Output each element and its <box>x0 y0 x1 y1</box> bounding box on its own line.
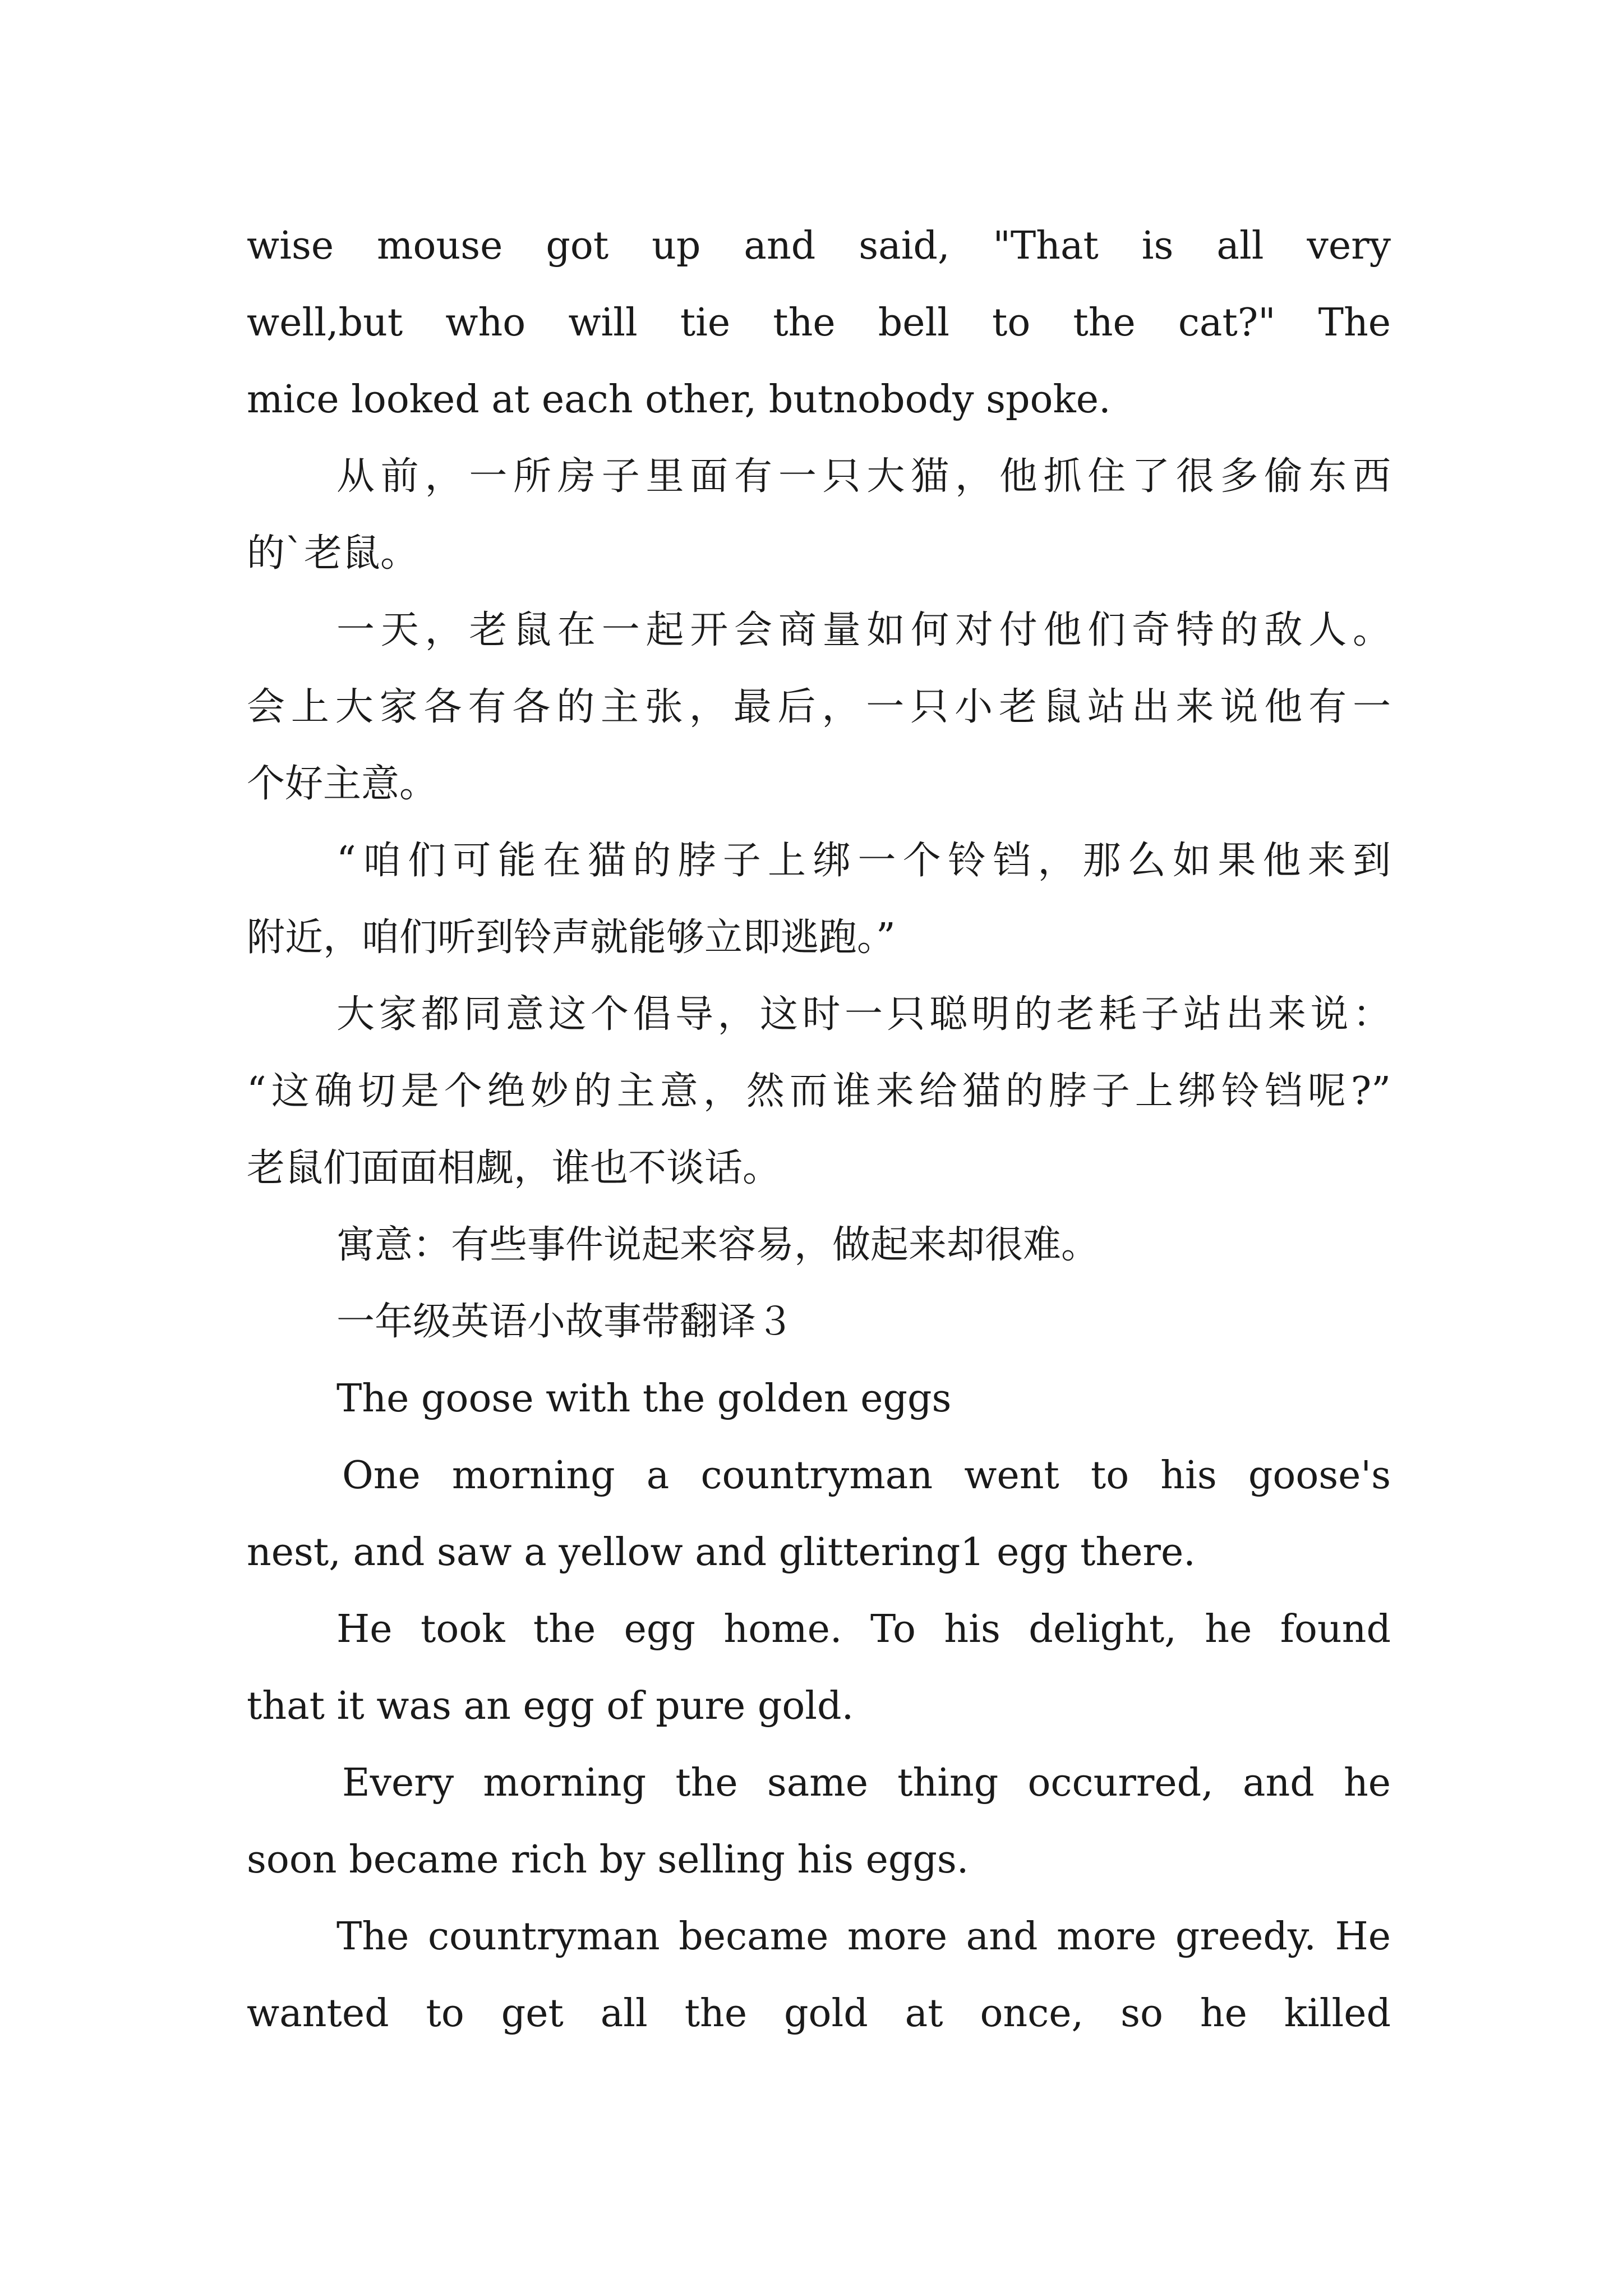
text-line: 大家都同意这个倡导，这时一只聪明的老耗子站出来说： <box>336 992 1391 1037</box>
text-line: One morning a countryman went to his goose's <box>342 1453 1391 1498</box>
text-line: nest, and saw a yellow and glittering1 egg there. <box>247 1530 1196 1575</box>
text-line: 会上大家各有各的主张，最后，一只小老鼠站出来说他有一 <box>247 685 1391 729</box>
text-line: He took the egg home. To his delight, he found <box>336 1607 1391 1651</box>
text-line: 寓意：有些事件说起来容易，做起来却很难。 <box>336 1223 1100 1267</box>
text-line: 附近，咱们听到铃声就能够立即逃跑。” <box>247 915 896 960</box>
text-line: wanted to get all the gold at once, so he killed <box>247 1991 1391 2036</box>
text-line: 的`老鼠。 <box>247 531 419 576</box>
text-line: wise mouse got up and said, "That is all very <box>247 224 1391 268</box>
text-line: 个好主意。 <box>247 762 438 806</box>
text-line: well,but who will tie the bell to the cat?" The <box>247 301 1391 345</box>
text-line: Every morning the same thing occurred, and he <box>342 1761 1391 1805</box>
text-line: “这确切是个绝妙的主意，然而谁来给猫的脖子上绑铃铛呢?” <box>247 1069 1391 1114</box>
document-body <box>247 208 1391 2052</box>
text-line: that it was an egg of pure gold. <box>247 1684 854 1728</box>
text-line: 从前，一所房子里面有一只大猫，他抓住了很多偷东西 <box>336 454 1391 499</box>
text-line: “咱们可能在猫的脖子上绑一个铃铛，那么如果他来到 <box>336 839 1391 883</box>
text-line: soon became rich by selling his eggs. <box>247 1838 969 1882</box>
text-line: The countryman became more and more greedy. He <box>336 1915 1391 1959</box>
text-line: 一天，老鼠在一起开会商量如何对付他们奇特的敌人。 <box>336 608 1391 652</box>
text-line: 老鼠们面面相觑，谁也不谈话。 <box>247 1146 781 1190</box>
story-title: The goose with the golden eggs <box>336 1377 952 1421</box>
section-heading: 一年级英语小故事带翻译３ <box>336 1300 795 1344</box>
text-line: mice looked at each other, butnobody spoke. <box>247 378 1111 422</box>
